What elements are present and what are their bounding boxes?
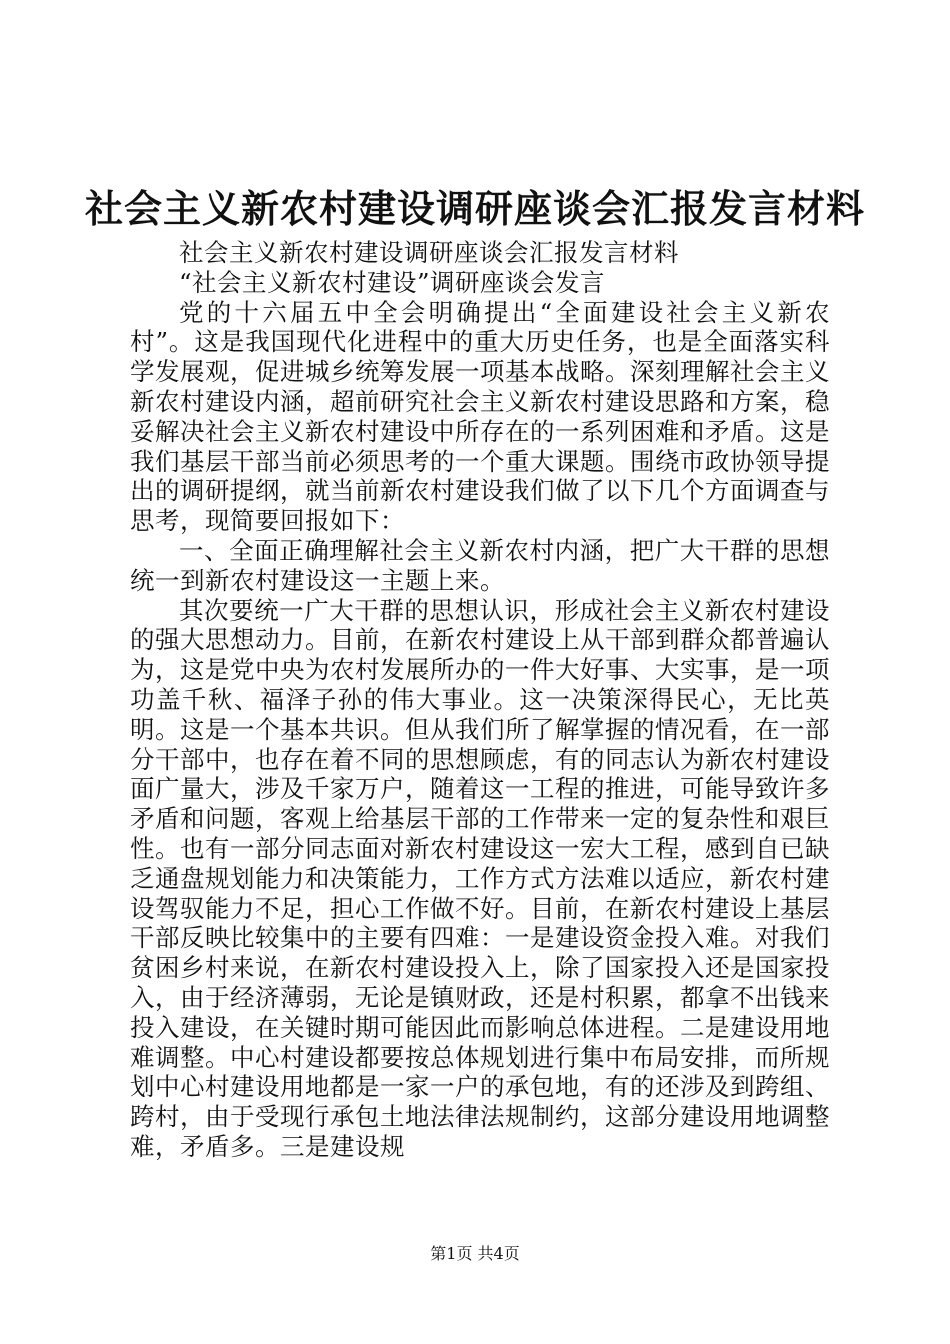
document-body <box>130 238 830 1162</box>
paragraph-speech-heading: “社会主义新农村建设”调研座谈会发言 <box>179 267 606 297</box>
page-footer: 第1页 共4页 <box>430 1244 520 1263</box>
paragraph-subtitle: 社会主义新农村建设调研座谈会汇报发言材料 <box>179 238 679 267</box>
paragraph-thoughts: 其次要统一广大干群的思想认识，形成社会主义新农村建设的强大思想动力。目前，在新农村建设上从干部到群众都普遍认为，这是党中央为农村发展所办的一件大好事、大实事，是一项功盖千秋、福泽子孙的伟大事业。这一决策深得民心，无比英明。这是一个基本共识。但从我们所了解掌握的情况看，在一部分干部中，也存在着不同的思想顾虑，有的同志认为新农村建设面广量大，涉及千家万户，随着这一工程的推进，可能导致许多矛盾和问题，客观上给基层干部的工作带来一定的复杂性和艰巨性。也有一部分同志面对新农村建设这一宏大工程，感到自已缺乏通盘规划能力和决策能力，工作方式方法难以适应，新农村建设驾驭能力不足，担心工作做不好。目前，在新农村建设上基层干部反映比较集中的主要有四难：一是建设资金投入难。对我们贫困乡村来说，在新农村建设投入上，除了国家投入还是国家投入，由于经济薄弱，无论是镇财政，还是村积累，都拿不出钱来投入建设，在关键时期可能因此而影响总体进程。二是建设用地难调整。中心村建设都要按总体规划进行集中布局安排，而所规划中心村建设用地都是一家一户的承包地，有的还涉及到跨组、跨村，由于受现行承包土地法律法规制约，这部分建设用地调整难，矛盾多。三是建设规 <box>130 595 830 1161</box>
paragraph-section-one: 一、全面正确理解社会主义新农村内涵，把广大干群的思想统一到新农村建设这一主题上来。 <box>130 535 830 595</box>
document-title: 社会主义新农村建设调研座谈会汇报发言材料 <box>84 186 865 231</box>
paragraph-intro: 党的十六届五中全会明确提出“全面建设社会主义新农村”。这是我国现代化进程中的重大历史任务，也是全面落实科学发展观，促进城乡统筹发展一项基本战略。深刻理解社会主义新农村建设内涵，超前研究社会主义新农村建设思路和方案，稳妥解决社会主义新农村建设中所存在的一系列困难和矛盾。这是我们基层干部当前必须思考的一个重大课题。围绕市政协领导提出的调研提纲，就当前新农村建设我们做了以下几个方面调查与思考，现简要回报如下： <box>130 297 830 536</box>
